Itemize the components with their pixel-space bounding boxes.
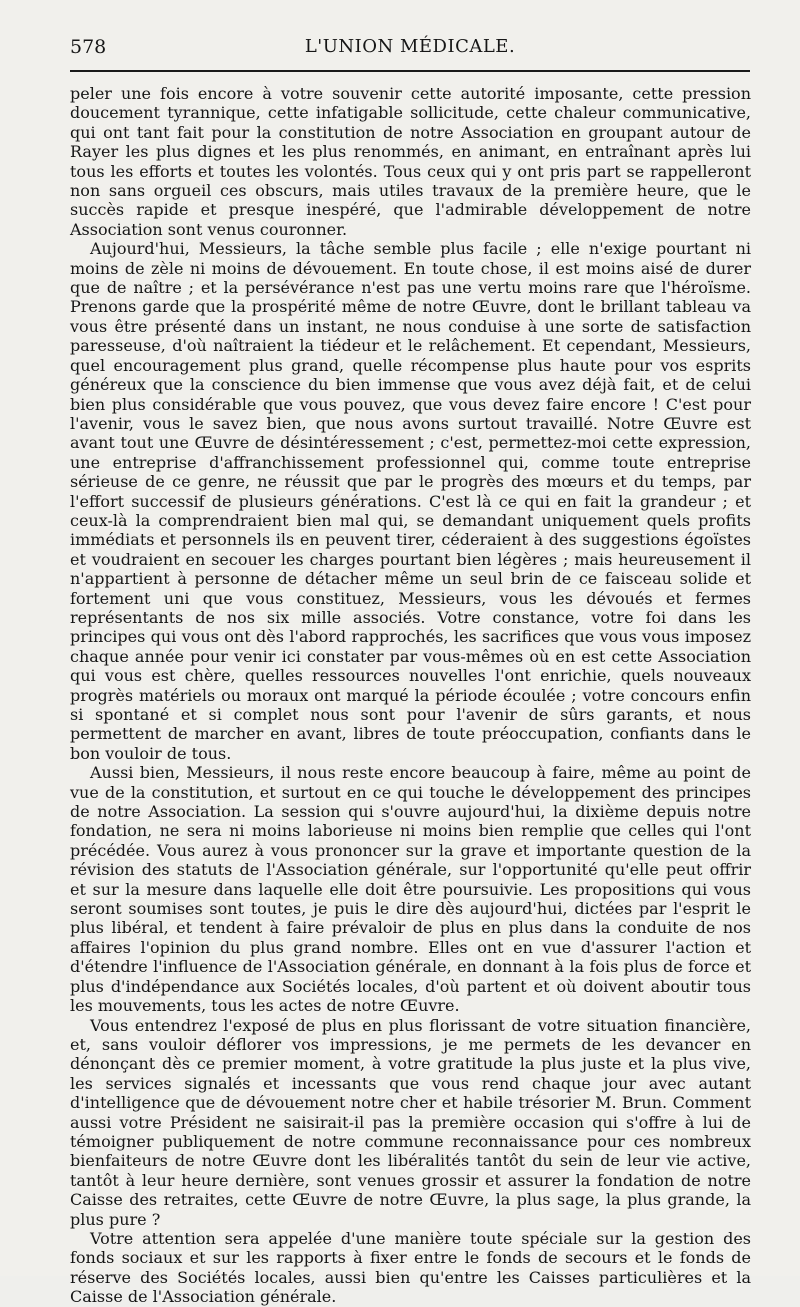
paragraph: Aussi bien, Messieurs, il nous reste encore beaucoup à faire, même au point de vue de la constitution, et surtout en ce qui touche le développement des principes de notre Association. La session qui s'ouvre aujourd'hui, la dixième depuis notre fondation, ne sera ni moins laborieuse ni moins bien remplie que celles qui l'ont précédée. Vous aurez à vous prononcer sur la grave et importante question de la révision des statuts de l'Association générale, sur l'opportunité qu'elle peut offrir et sur la mesure dans laquelle elle doit être poursuivie. Les propositions qui vous seront soumises sont toutes, je puis le dire dès aujourd'hui, dictées par l'esprit le plus libéral, et tendent à faire prévaloir de plus en plus dans la conduite de nos affaires l'opinion du plus grand nombre. Elles ont en vue d'assurer l'action et d'étendre l'influence de l'Association générale, en donnant à la fois plus de force et plus d'indépendance aux Sociétés locales, d'où partent et où doivent aboutir tous les mouvements, tous les actes de notre Œuvre. bbox=[70, 763, 751, 1016]
paragraph: Votre attention sera appelée d'une manière toute spéciale sur la gestion des fonds sociaux et sur les rapports à fixer entre le fonds de secours et le fonds de réserve des Sociétés locales, aussi bien qu'entre les Caisses particulières et la Caisse de l'Association générale. bbox=[70, 1228, 751, 1307]
header-rule bbox=[70, 70, 750, 72]
body-text bbox=[70, 84, 751, 1307]
page-number: 578 bbox=[70, 36, 107, 58]
paragraph: Aujourd'hui, Messieurs, la tâche semble plus facile ; elle n'exige pourtant ni moins de zèle ni moins de dévouement. En toute chose, il est moins aisé de durer que de naître ; et la persévérance n'est pas une vertu moins rare que l'héroïsme. Prenons garde que la prospérité même de notre Œuvre, dont le brillant tableau va vous être présenté dans un instant, ne nous conduise à une sorte de satisfaction paresseuse, d'où naîtraient la tiédeur et le relâchement. Et cependant, Messieurs, quel encouragement plus grand, quelle récompense plus haute pour vos esprits généreux que la conscience du bien immense que vous avez déjà fait, et de celui bien plus considérable que vous pouvez, que vous devez faire encore ! C'est pour l'avenir, vous le savez bien, que nous avons surtout travaillé. Notre Œuvre est avant tout une Œuvre de désintéressement ; c'est, permettez-moi cette expression, une entreprise d'affranchissement professionnel qui, comme toute entreprise sérieuse de ce genre, ne réussit que par le progrès des mœurs et du temps, par l'effort successif de plusieurs générations. C'est là ce qui en fait la grandeur ; et ceux-là la comprendraient bien mal qui, se demandant uniquement quels profits immédiats et personnels ils en peuvent tirer, céderaient à des suggestions égoïstes et voudraient en secouer les charges pourtant bien légères ; mais heureusement il n'appartient à personne de détacher même un seul brin de ce faisceau solide et fortement uni que vous constituez, Messieurs, vous les dévoués et fermes représentants de nos six mille associés. Votre constance, votre foi dans les principes qui vous ont dès l'abord rapprochés, les sacrifices que vous vous imposez chaque année pour venir ici constater par vous-mêmes où en est cette Association qui vous est chère, quelles ressources nouvelles l'ont enrichie, quels nouveaux progrès matériels ou moraux ont marqué la période écoulée ; votre concours enfin si spontané et si complet nous sont pour l'avenir de sûrs garants, et nous permettent de marcher en avant, libres de toute préoccupation, confiants dans le bon vouloir de tous. bbox=[70, 239, 751, 763]
page-header bbox=[70, 36, 750, 62]
paragraph: Vous entendrez l'exposé de plus en plus florissant de votre situation financière, et, sans vouloir déflorer vos impressions, je me permets de les devancer en dénonçant dès ce premier moment, à votre gratitude la plus juste et la plus vive, les services signalés et incessants que vous rend chaque jour avec autant d'intelligence que de dévouement notre cher et habile trésorier M. Brun. Comment aussi votre Président ne saisirait-il pas la première occasion qui s'offre à lui de témoigner publiquement de notre commune reconnaissance pour ces nombreux bienfaiteurs de notre Œuvre dont les libéralités tantôt du sein de leur vie active, tantôt à leur heure dernière, sont venues grossir et assurer la fondation de notre Caisse des retraites, cette Œuvre de notre Œuvre, la plus sage, la plus grande, la plus pure ? bbox=[70, 1015, 751, 1229]
running-title: L'UNION MÉDICALE. bbox=[304, 36, 516, 57]
paragraph: peler une fois encore à votre souvenir cette autorité imposante, cette pression doucement tyrannique, cette infatigable sollicitude, cette chaleur communicative, qui ont tant fait pour la constitution de notre Association en groupant autour de Rayer les plus dignes et les plus renommés, en animant, en entraînant après lui tous les efforts et toutes les volontés. Tous ceux qui y ont pris part se rappelleront non sans orgueil ces obscurs, mais utiles travaux de la première heure, que le succès rapide et presque inespéré, que l'admirable développement de notre Association sont venus couronner. bbox=[70, 84, 751, 239]
